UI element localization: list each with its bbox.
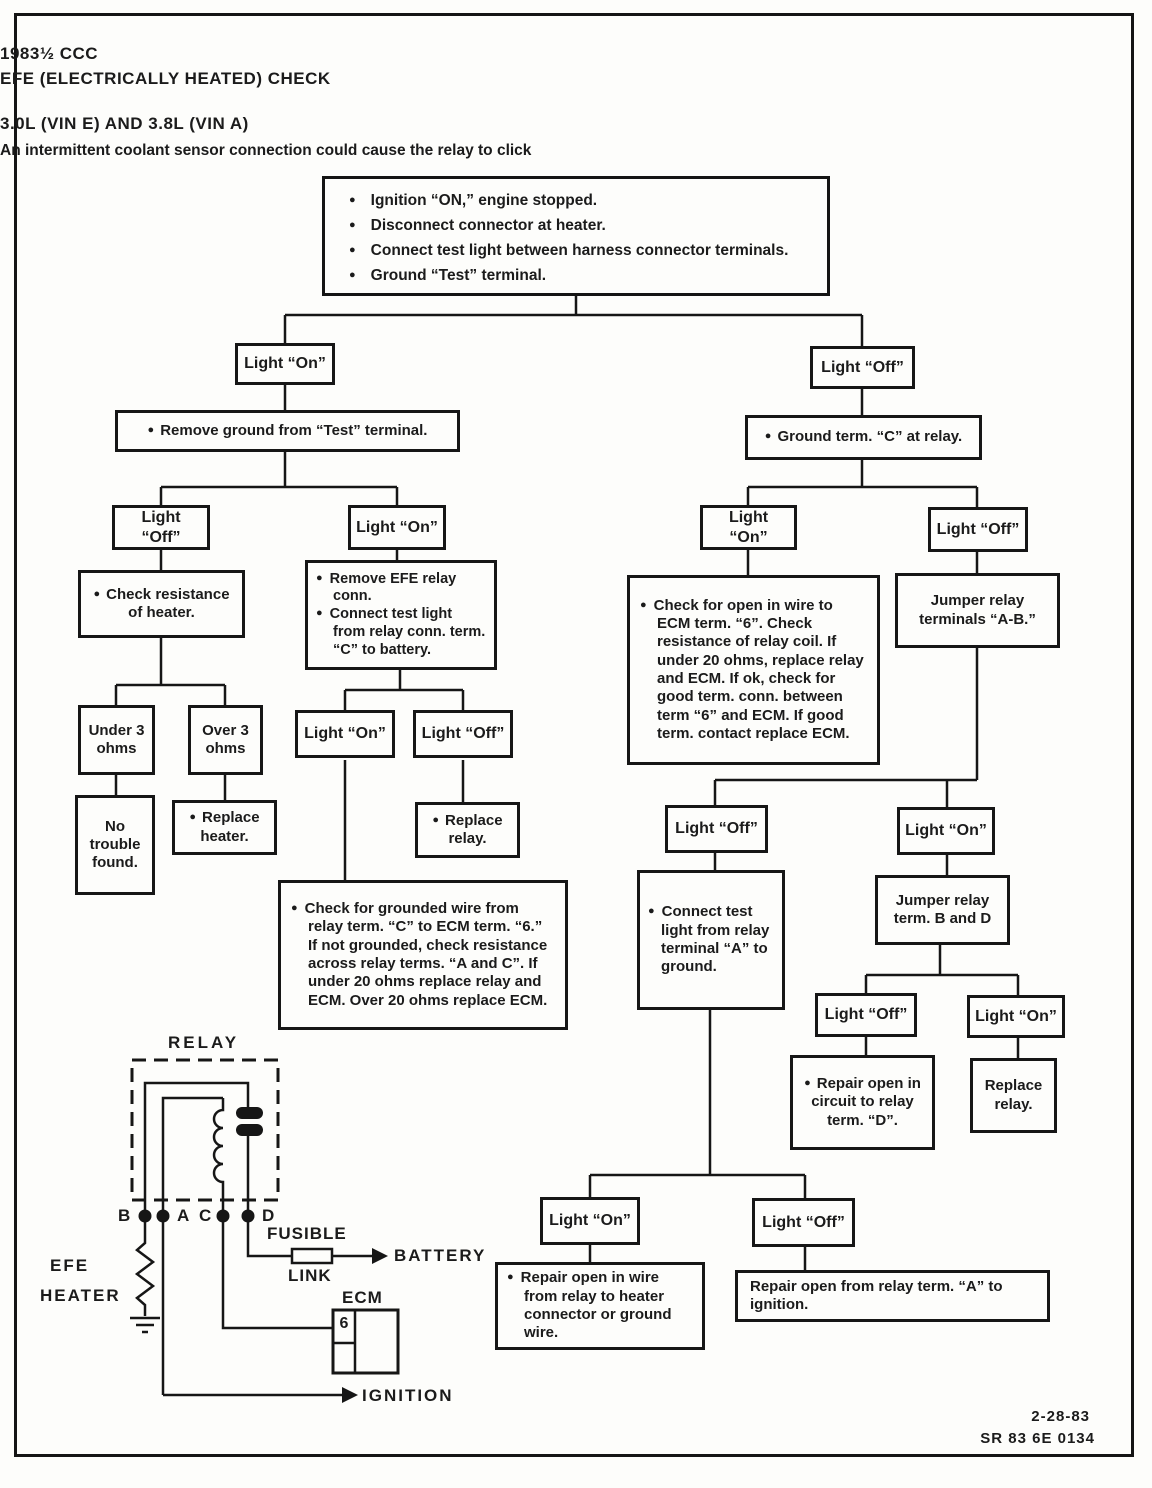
node-replace-relay-2: Replace relay. — [970, 1058, 1057, 1133]
page-title-line1: 1983½ CCC — [0, 44, 99, 63]
node-remove-efe-relay: ● Remove EFE relay conn. ● Connect test light from relay conn. term. “C” to battery. — [305, 560, 497, 670]
node-light-off-2: Light “Off” — [112, 505, 210, 550]
terminal-label-c: C — [199, 1206, 214, 1225]
node-no-trouble-found: No trouble found. — [75, 795, 155, 895]
node-under-3-ohms: Under 3 ohms — [78, 705, 155, 775]
node-check-grounded-wire: ● Check for grounded wire from relay term. “C” to ECM term. “6.” If not grounded, check resistance across relay terms. “A and C”. If under 20 ohms replace relay and ECM. Over 20 ohms replace ECM. — [278, 880, 568, 1030]
terminal-dot-a — [157, 1210, 170, 1223]
battery-label: BATTERY — [394, 1246, 487, 1265]
node-light-off-6: Light “Off” — [815, 993, 917, 1037]
node-light-on-1: Light “On” — [235, 343, 335, 385]
node-check-open-wire: ● Check for open in wire to ECM term. “6”. Check resistance of relay coil. If under 20 ohms, replace relay and ECM. If ok, check for good term. conn. between term “6” and ECM. If good term. contact replace ECM. — [627, 575, 880, 765]
node-over-3-ohms: Over 3 ohms — [188, 705, 263, 775]
node-jumper-relay-bd: Jumper relay term. B and D — [875, 875, 1010, 945]
node-remove-ground: ● Remove ground from “Test” terminal. — [115, 410, 460, 452]
revision-date: 2-28-83 — [1031, 1408, 1090, 1425]
ground-symbol — [130, 1318, 160, 1332]
node-light-on-2: Light “On” — [348, 505, 446, 550]
terminal-dot-b — [139, 1210, 152, 1223]
start-bullet: ● Ground “Test” terminal. — [349, 267, 827, 285]
relay-label: RELAY — [168, 1033, 240, 1052]
relay-contact-wire — [145, 1083, 248, 1216]
ecm-pin-6-label: 6 — [339, 1315, 349, 1332]
efe-heater-label-line1: EFE — [50, 1256, 90, 1275]
link-label: LINK — [288, 1266, 332, 1285]
node-start-procedure — [322, 176, 830, 296]
node-repair-open-ignition: Repair open from relay term. “A” to ignition. — [735, 1270, 1050, 1322]
node-light-off-1: Light “Off” — [810, 346, 915, 389]
relay-contact-bar-bottom — [236, 1124, 263, 1136]
ignition-label: IGNITION — [362, 1386, 454, 1405]
node-jumper-relay-ab: Jumper relay terminals “A-B.” — [895, 573, 1060, 648]
ecm-label: ECM — [342, 1288, 383, 1307]
node-repair-open-wire: ● Repair open in wire from relay to heater connector or ground wire. — [495, 1262, 705, 1350]
start-bullet: ● Connect test light between harness connector terminals. — [349, 242, 827, 260]
node-repair-open-term-d: ● Repair open in circuit to relay term. “D”. — [790, 1055, 935, 1150]
node-light-on-4: Light “On” — [700, 505, 797, 550]
page-title-line2: EFE (ELECTRICALLY HEATED) CHECK — [0, 69, 331, 88]
node-light-off-4: Light “Off” — [928, 507, 1028, 552]
fusible-link-symbol — [292, 1249, 332, 1263]
node-replace-relay-1: ● Replace relay. — [415, 802, 520, 858]
terminal-label-b: B — [118, 1206, 133, 1225]
node-connect-test-light: ● Connect test light from relay terminal “A” to ground. — [637, 870, 785, 1010]
node-light-on-7: Light “On” — [540, 1197, 640, 1245]
relay-contact-bar-top — [236, 1107, 263, 1119]
terminal-label-a: A — [177, 1206, 192, 1225]
engine-subtitle: 3.0L (VIN E) AND 3.8L (VIN A) — [0, 114, 249, 133]
efe-relay-schematic — [130, 1060, 398, 1403]
node-light-off-3: Light “Off” — [413, 710, 513, 758]
terminal-dot-d — [242, 1210, 255, 1223]
node-light-on-6: Light “On” — [967, 995, 1065, 1038]
start-bullet: ● Ignition “ON,” engine stopped. — [349, 192, 827, 210]
efe-heater-label-line2: HEATER — [40, 1286, 121, 1305]
node-light-on-3: Light “On” — [295, 710, 395, 758]
document-code: SR 83 6E 0134 — [980, 1430, 1095, 1447]
battery-arrowhead — [372, 1248, 388, 1264]
intermittent-note: An intermittent coolant sensor connection could cause the relay to click — [0, 142, 532, 159]
start-bullet: ● Disconnect connector at heater. — [349, 217, 827, 235]
node-replace-heater: ● Replace heater. — [172, 800, 277, 855]
node-check-resistance: ● Check resistance of heater. — [78, 570, 245, 638]
terminal-dot-c — [217, 1210, 230, 1223]
fusible-label: FUSIBLE — [267, 1224, 347, 1243]
node-light-off-7: Light “Off” — [752, 1198, 855, 1247]
node-ground-term-c: ● Ground term. “C” at relay. — [745, 415, 982, 460]
efe-heater-resistor — [137, 1216, 153, 1316]
node-light-on-5: Light “On” — [897, 807, 995, 855]
node-light-off-5: Light “Off” — [665, 805, 768, 853]
ignition-arrowhead — [342, 1387, 358, 1403]
terminal-label-d: D — [262, 1206, 277, 1225]
